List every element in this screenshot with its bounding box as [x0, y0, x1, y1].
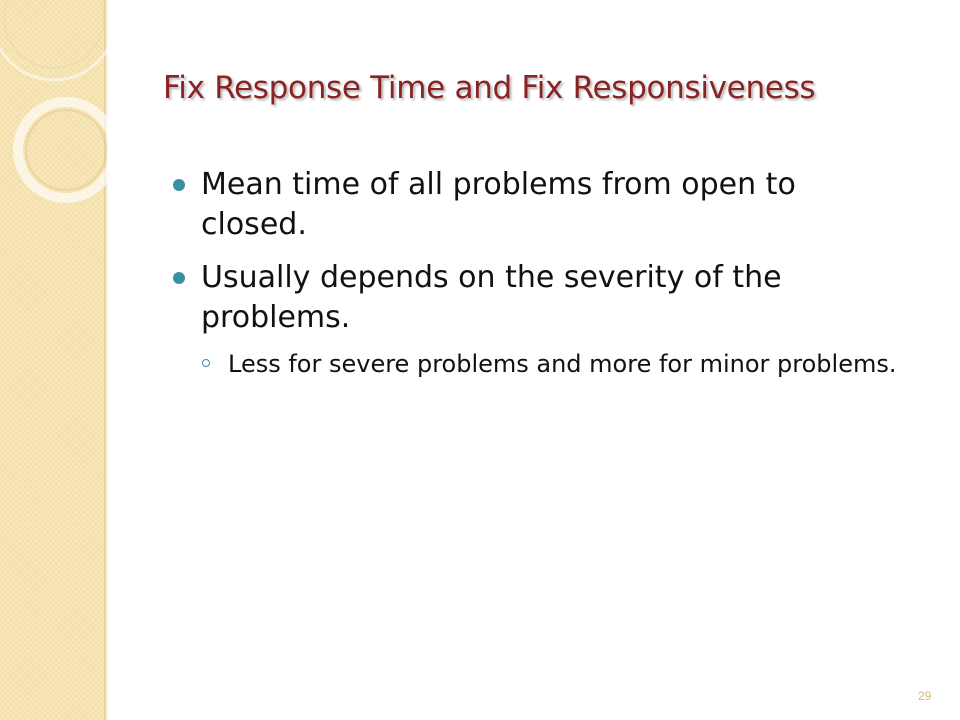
bullet-item	[170, 258, 900, 338]
sub-bullet-marker-icon	[202, 359, 210, 367]
side-band-edge	[104, 0, 108, 720]
bullet-text: Mean time of all problems from open to closed.	[201, 167, 796, 242]
slide-title: Fix Response Time and Fix Responsiveness	[163, 70, 816, 106]
bullet-text: Usually depends on the severity of the problems.	[201, 260, 782, 335]
sub-bullet-text: Less for severe problems and more for minor problems.	[228, 350, 897, 378]
bullet-marker-icon	[173, 272, 185, 284]
sub-bullet-item	[200, 347, 900, 381]
bullet-item	[170, 165, 900, 245]
decorative-side-band	[0, 0, 104, 720]
bullet-list	[170, 165, 900, 381]
page-number: 29	[918, 689, 932, 703]
bullet-marker-icon	[173, 179, 185, 191]
